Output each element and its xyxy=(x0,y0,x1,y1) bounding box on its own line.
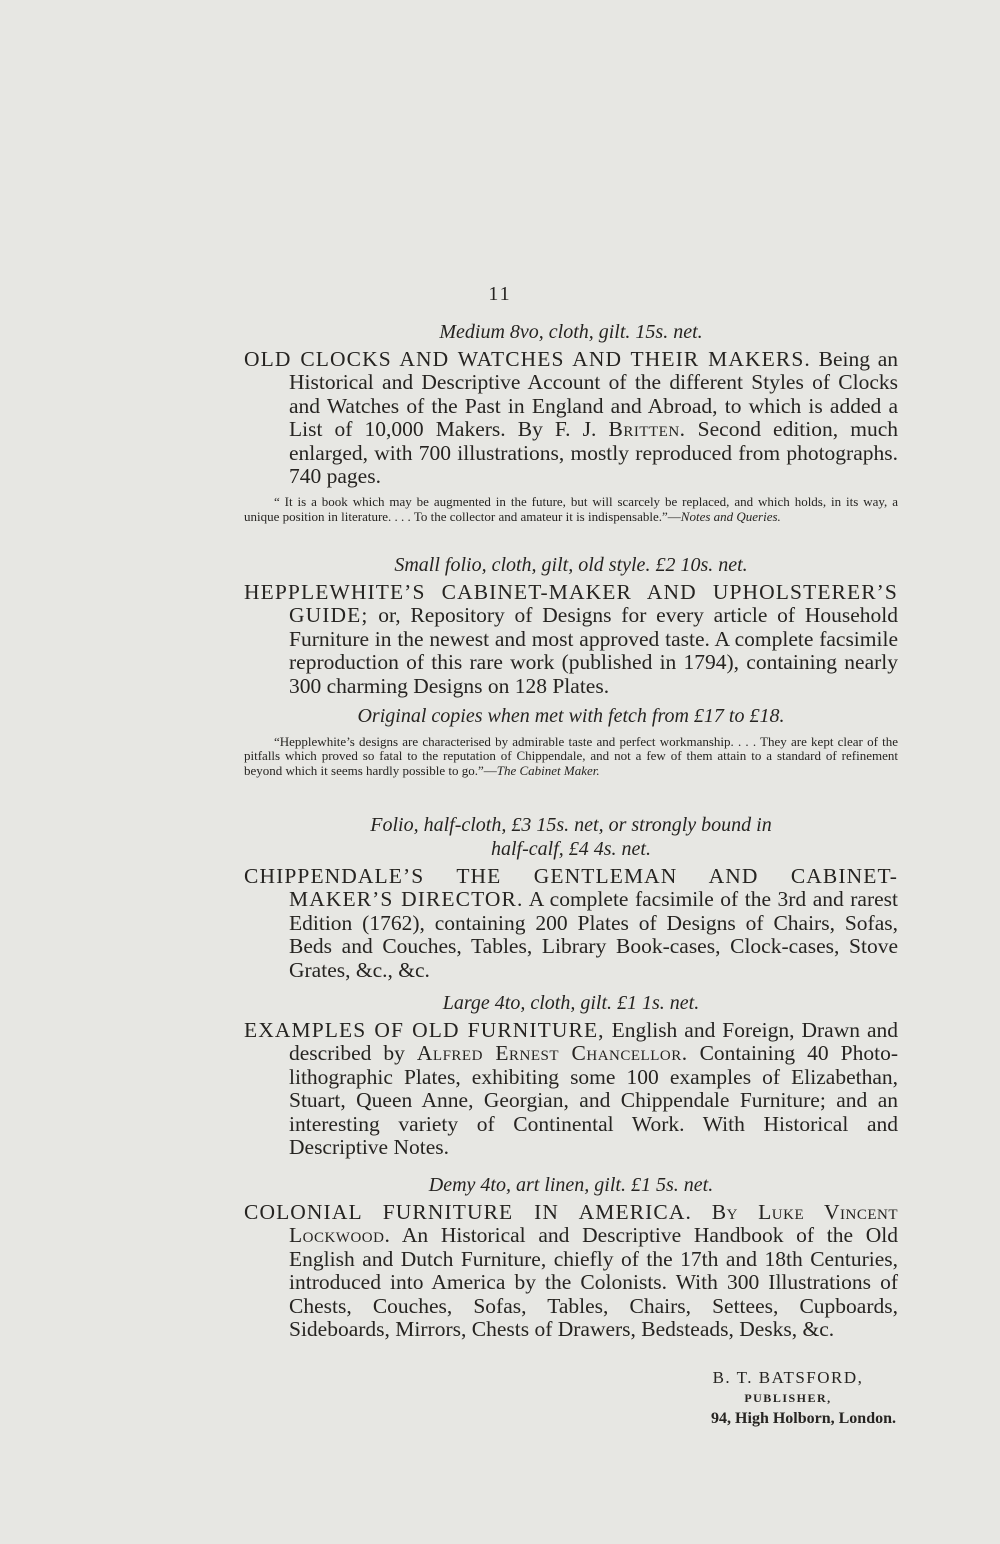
entry-format-price: Medium 8vo, cloth, gilt. 15s. net. xyxy=(439,321,703,343)
entry-description xyxy=(244,1201,898,1341)
entry-author: Alfred Ernest Chancellor. xyxy=(416,1041,688,1066)
catalogue-entry-chippendale xyxy=(244,813,898,982)
review-quote xyxy=(244,495,898,524)
entry-description xyxy=(244,348,898,488)
entry-text: Second edition, much enlarged, with 700 illustrations, mostly reproduced from photographs. 740 pages. xyxy=(289,417,898,489)
entry-text: Being an Historical and Descriptive Account of the different Styles of Clocks and Watches of the Past in England and Abroad, to which is added a List of 10,000 Makers. By F. J. xyxy=(289,347,899,442)
catalogue-entry-hepplewhite xyxy=(244,553,898,778)
entry-title: COLONIAL FURNITURE IN AMERICA. xyxy=(244,1200,692,1224)
publisher-imprint xyxy=(640,1367,896,1431)
catalogue-entry-old-furniture xyxy=(244,991,898,1159)
entry-format-price: Small folio, cloth, gilt, old style. £2 10s. net. xyxy=(394,554,748,576)
entry-text: An Historical and Descriptive Handbook of the Old English and Dutch Furniture, chiefly of the 17th and 18th Centuries, introduced into America by the Colonists. With 300 Illustrations of Chests, Couches, Sofas, Tables, Chairs, Settees, Cupboards, Sideboards, Mirrors, Chests of Drawers, Bedsteads, Desks, &c. xyxy=(289,1223,898,1342)
entry-title: EXAMPLES OF OLD FURNITURE, xyxy=(244,1018,605,1042)
quote-text: “Hepplewhite’s designs are characterised by admirable taste and perfect workmanship. . . . They are kept clear of the pitfalls which proved so fatal to the reputation of Chippendale, and not a few of them attain to a standard of refinement beyond which it seems hardly possible to go.”— xyxy=(244,734,898,778)
entry-author: By Luke Vincent Lockwood. xyxy=(289,1200,898,1248)
page-number: 11 xyxy=(488,283,512,305)
entry-author: Britten. xyxy=(608,417,686,442)
entry-title: OLD CLOCKS AND WATCHES AND THEIR MAKERS. xyxy=(244,347,811,371)
entry-description xyxy=(244,1019,898,1159)
publisher-address: 94, High Holborn, London. xyxy=(711,1410,896,1427)
entry-description xyxy=(244,581,898,698)
quote-source: The Cabinet Maker. xyxy=(496,762,600,778)
entry-format-price: Large 4to, cloth, gilt. £1 1s. net. xyxy=(442,992,700,1014)
entry-text xyxy=(692,1200,712,1224)
entry-text: A complete facsimile of the 3rd and rarest Edition (1762), containing 200 Plates of Designs of Chairs, Sofas, Beds and Couches, Tables, Library Book-cases, Clock-cases, Stove Grates, &c., &c. xyxy=(289,887,898,982)
entry-text: or, Repository of Designs for every article of Household Furniture in the newest and most approved taste. A complete facsimile reproduction of this rare work (published in 1794), containing nearly 300 charming Designs on 128 Plates. xyxy=(289,603,898,698)
entry-format-price: Demy 4to, art linen, gilt. £1 5s. net. xyxy=(428,1174,714,1196)
entry-format-price-line-2: half-calf, £4 4s. net. xyxy=(491,838,651,860)
entry-title: CHIPPENDALE’S THE GENTLEMAN AND CABINET-MAKER’S DIRECTOR. xyxy=(244,864,898,912)
entry-description xyxy=(244,865,898,982)
quote-source: Notes and Queries. xyxy=(680,508,781,524)
entry-note: Original copies when met with fetch from £17 to £18. xyxy=(357,705,785,728)
quote-text: “ It is a book which may be augmented in the future, but will scarcely be replaced, and which holds, in its way, a unique position in literature. . . . To the collector and amateur it is indispensable.”— xyxy=(244,494,898,524)
publisher-name: B. T. BATSFORD, xyxy=(712,1368,864,1387)
entry-text: English and Foreign, Drawn and described by xyxy=(289,1018,898,1066)
catalogue-entry-colonial-furniture xyxy=(244,1173,898,1341)
entry-format-price-line-1: Folio, half-cloth, £3 15s. net, or strongly bound in xyxy=(370,814,772,836)
entry-text: Containing 40 Photo-lithographic Plates, exhibiting some 100 examples of Elizabethan, Stuart, Queen Anne, Georgian, and Chippendale Furniture; and an interesting variety of Continental Work. With Historical and Descriptive Notes. xyxy=(289,1041,898,1160)
catalogue-entry-old-clocks xyxy=(244,320,898,524)
entry-title: HEPPLEWHITE’S CABINET-MAKER AND UPHOLSTERER’S GUIDE; xyxy=(244,580,898,628)
publisher-role: PUBLISHER, xyxy=(744,1391,832,1405)
review-quote xyxy=(244,735,898,778)
